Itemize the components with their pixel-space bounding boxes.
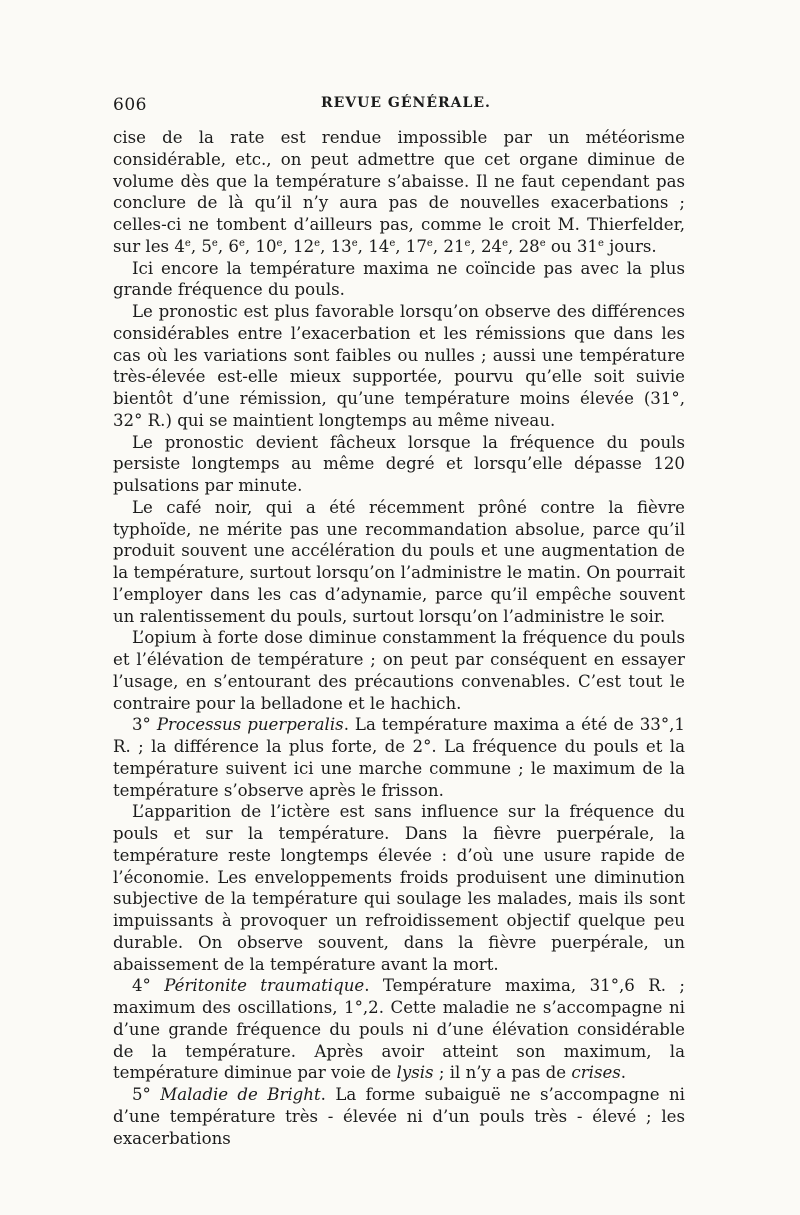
italic-text: Processus puerperalis	[156, 715, 344, 735]
text-run: . Température maxima, 31°,6 R. ; maximum des oscillations, 1°,2. Cette maladie ne s’accompagne ni d’une grande fréquence du pouls ni d’une élévation considérable de la température. Après avoir atteint son maximum, la température diminue par voie de	[113, 976, 685, 1083]
ordinal-superscript: e	[276, 237, 283, 249]
text-run: , 21	[432, 236, 465, 256]
ordinal-superscript: e	[539, 237, 546, 249]
italic-text: crises	[571, 1063, 621, 1083]
text-run: , 17	[395, 236, 427, 256]
paragraph	[113, 432, 685, 497]
text-run: 3°	[132, 715, 157, 735]
paragraph	[113, 301, 685, 432]
running-title: REVUE GÉNÉRALE.	[321, 95, 491, 111]
text-run: , 5	[190, 236, 212, 256]
text-run: L’apparition de l’ictère est sans influence sur la fréquence du pouls et sur la température. Dans la fièvre puerpérale, la température reste longtemps élevée : d’où une usure rapide de l’économie. Les enveloppements froids produisent une diminution subjective de la température qui soulage les malades, mais ils sont impuissants à provoquer un refroidissement objectif quelque peu durable. On observe souvent, dans la fièvre puerpérale, un abaissement de la température avant la mort.	[113, 802, 685, 974]
ordinal-superscript: e	[464, 237, 471, 249]
paragraph	[113, 1084, 685, 1149]
text-run: , 12	[282, 236, 315, 256]
book-page	[113, 95, 685, 1149]
ordinal-superscript: e	[351, 237, 358, 249]
text-run: 4°	[132, 976, 165, 996]
text-run: .	[620, 1063, 627, 1083]
ordinal-superscript: e	[238, 237, 245, 249]
text-run: L’opium à forte dose diminue constamment la fréquence du pouls et l’élévation de température ; on peut par conséquent en essayer l’usage, en s’entourant des précautions convenables. C’est tout le contraire pour la belladone et le hachich.	[113, 628, 685, 713]
paragraph	[113, 801, 685, 975]
ordinal-superscript: e	[426, 237, 433, 249]
text-run: , 24	[470, 236, 503, 256]
text-run: ou 31	[545, 236, 598, 256]
paragraph	[113, 258, 685, 302]
text-run: Ici encore la température maxima ne coïncide pas avec la plus grande fréquence du pouls.	[113, 258, 685, 300]
paragraph	[113, 127, 685, 258]
paragraph	[113, 627, 685, 714]
italic-text: Péritonite traumatique	[164, 976, 365, 996]
text-run: , 28	[508, 236, 540, 256]
ordinal-superscript: e	[502, 237, 509, 249]
ordinal-superscript: e	[184, 237, 191, 249]
running-header	[113, 95, 685, 125]
text-run: Le pronostic est plus favorable lorsqu’on observe des différences considérables entre l’exacerbation et les rémissions que dans les cas où les variations sont faibles ou nulles ; aussi une température très-élevée est-elle mieux supportée, pourvu qu’elle soit suivie bientôt d’une rémission, qu’une température moins élevée (31°, 32° R.) qui se maintient longtemps au même niveau.	[113, 302, 685, 430]
text-run: Le café noir, qui a été récemment prôné contre la fièvre typhoïde, ne mérite pas une recommandation absolue, parce qu’il produit souvent une accélération du pouls et une augmentation de la température, surtout lorsqu’on l’administre le matin. On pourrait l’employer dans les cas d’adynamie, parce qu’il empêche souvent un ralentissement du pouls, surtout lorsqu’on l’administre le soir.	[113, 497, 685, 626]
text-run: cise de la rate est rendue impossible par un météorisme considérable, etc., on peut admettre que cet organe diminue de volume dès que la température s’abaisse. Il ne faut cependant pas conclure de là qu’il n’y aura pas de nouvelles exacerbations ; celles-ci ne tombent d’ailleurs pas, comme le croit M. Thierfelder, sur les 4	[113, 128, 685, 256]
ordinal-superscript: e	[211, 237, 218, 249]
text-run: , 14	[357, 236, 390, 256]
text-run: . La forme subaiguë ne s’accompagne ni d’une température très - élevée ni d’un pouls très - élevé ; les exacerbations	[113, 1085, 685, 1148]
ordinal-superscript: e	[389, 237, 396, 249]
text-run: , 13	[320, 236, 352, 256]
italic-text: Maladie de Bright	[160, 1085, 321, 1104]
body-text	[113, 127, 685, 1149]
text-run: , 6	[217, 236, 239, 256]
text-run: , 10	[244, 236, 277, 256]
paragraph	[113, 714, 685, 801]
ordinal-superscript: e	[597, 237, 604, 249]
ordinal-superscript: e	[314, 237, 321, 249]
text-run: Le pronostic devient fâcheux lorsque la fréquence du pouls persiste longtemps au même degré et lorsqu’elle dépasse 120 pulsations par minute.	[113, 432, 685, 495]
text-run: . La température maxima a été de 33°,1 R. ; la différence la plus forte, de 2°. La fréquence du pouls et la température suivent ici une marche commune ; le maximum de la température s’observe après le frisson.	[113, 715, 685, 800]
text-run: jours.	[603, 236, 657, 256]
page-number: 606	[113, 95, 147, 115]
paragraph	[113, 497, 685, 628]
paragraph	[113, 975, 685, 1084]
text-run: 5°	[132, 1085, 161, 1104]
italic-text: lysis	[396, 1063, 434, 1083]
text-run: ; il n’y a pas de	[433, 1063, 572, 1083]
